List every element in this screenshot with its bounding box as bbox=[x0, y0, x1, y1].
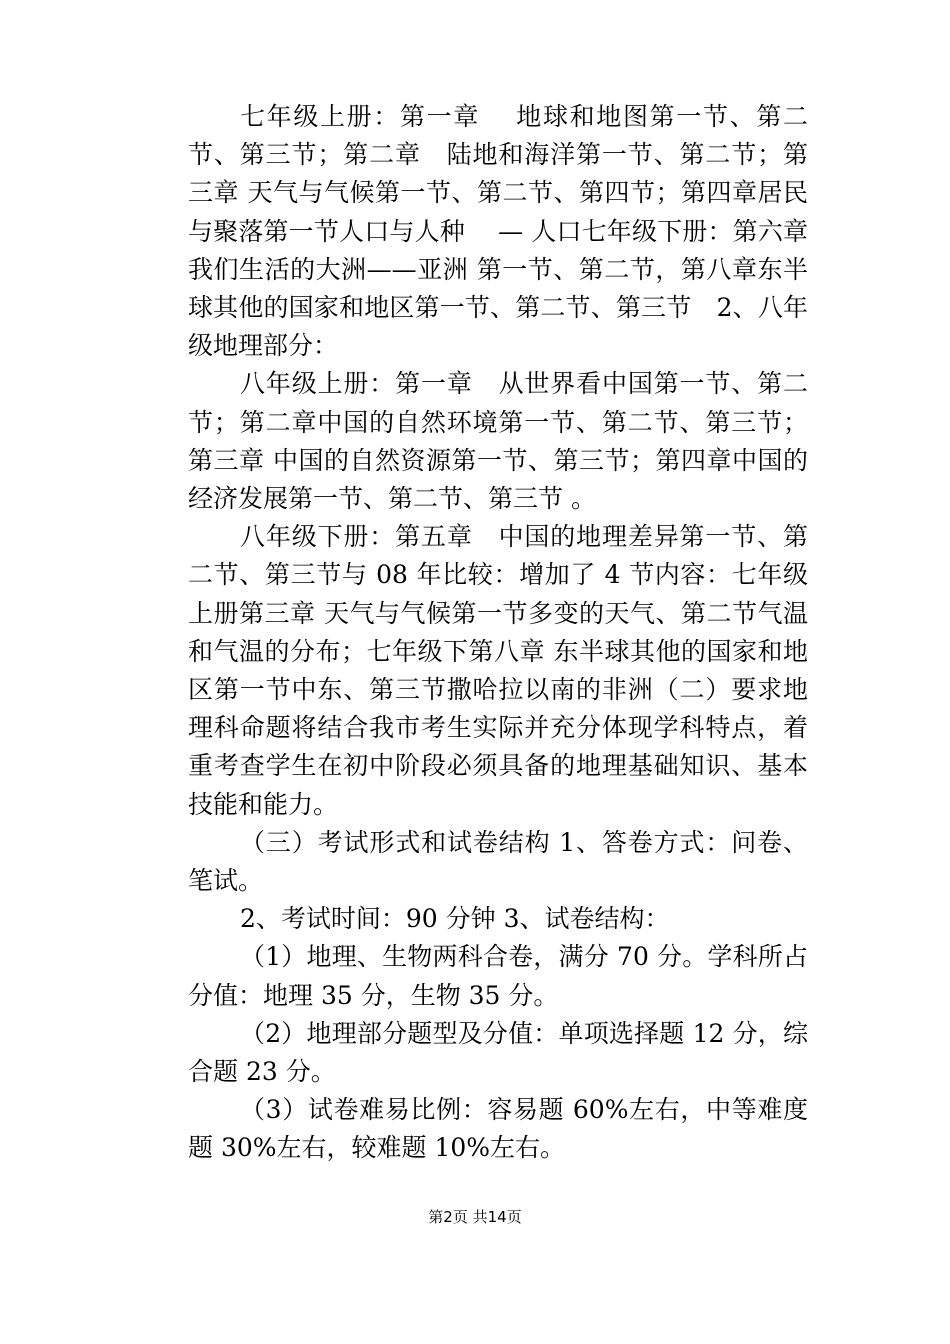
paragraph-exam-format: （三）考试形式和试卷结构 1、答卷方式：问卷、笔试。 bbox=[188, 827, 808, 896]
document-body bbox=[188, 98, 808, 1168]
paragraph-question-types: （2）地理部分题型及分值：单项选择题 12 分，综合题 23 分。 bbox=[188, 1018, 808, 1087]
paragraph-grade8-first-volume: 八年级上册：第一章 从世界看中国第一节、第二节；第二章中国的自然环境第一节、第二节、第三节；第三章 中国的自然资源第一节、第三节；第四章中国的经济发展第一节、第二节、第三节 。 bbox=[188, 369, 808, 514]
page-number-footer: 第2页 共14页 bbox=[428, 1208, 522, 1226]
paragraph-grade8-second-volume: 八年级下册：第五章 中国的地理差异第一节、第二节、第三节与 08 年比较：增加了 4 节内容：七年级上册第三章 天气与气候第一节多变的天气、第二节气温和气温的分布；七年级下第八章 东半球其他的国家和地区第一节中东、第三节撒哈拉以南的非洲（二）要求地理科命题将结合我市考生实际并充分体现学科特点，着重考查学生在初中阶段必须具备的地理基础知识、基本技能和能力。 bbox=[188, 522, 808, 819]
paragraph-exam-time: 2、考试时间：90 分钟 3、试卷结构： bbox=[240, 904, 670, 934]
paragraph-grade7-topics: 七年级上册：第一章 地球和地图第一节、第二节、第三节；第二章 陆地和海洋第一节、第二节；第三章 天气与气候第一节、第二节、第四节；第四章居民与聚落第一节人口与人种 — 人口七年级下册：第六章 我们生活的大洲——亚洲 第一节、第二节，第八章东半球其他的国家和地区第一节、第二节、第三节 2、八年级地理部分： bbox=[188, 102, 808, 361]
paragraph-combined-paper: （1）地理、生物两科合卷，满分 70 分。学科所占分值：地理 35 分，生物 35 分。 bbox=[188, 942, 808, 1010]
paragraph-difficulty-ratio: （3）试卷难易比例：容易题 60%左右，中等难度题 30%左右，较难题 10%左右。 bbox=[188, 1095, 808, 1163]
